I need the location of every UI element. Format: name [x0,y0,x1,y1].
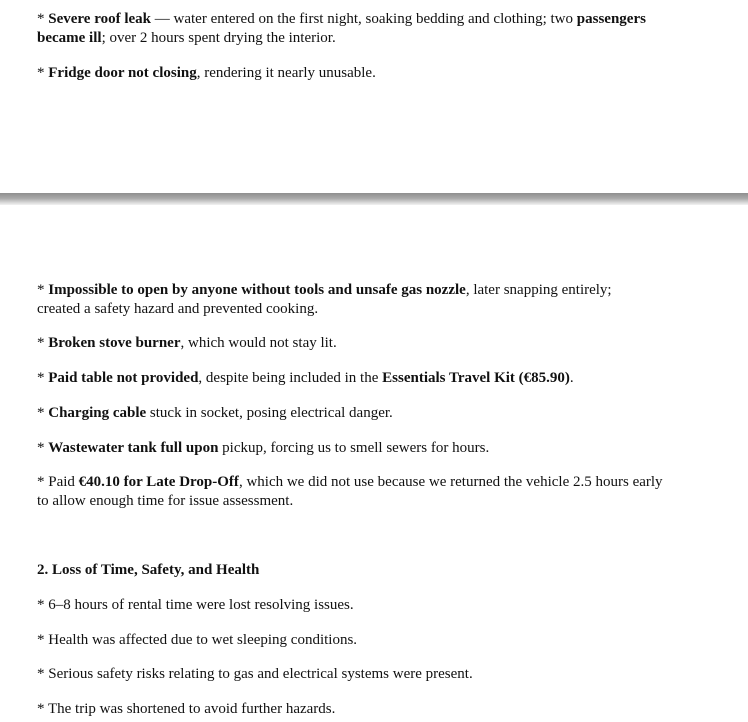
issue-text: , which would not stay lit. [180,335,337,351]
issue-text: , despite being included in the [198,370,383,386]
issue-title: Paid table not provided [48,370,199,386]
issue-late-dropoff [37,473,677,511]
bullet-marker: * [37,597,49,613]
section-heading: 2. Loss of Time, Safety, and Health [37,562,260,578]
issue-charging-cable [37,404,677,423]
bullet-marker: * [37,65,49,81]
bullet-marker: * [37,440,49,456]
issue-text-2: . [569,370,574,386]
issue-pre-text: Paid [48,474,79,490]
list-item [37,665,677,684]
issue-title: Impossible to open by anyone without tools and unsafe gas nozzle [48,282,466,298]
issue-text: , rendering it nearly unusable. [196,65,376,81]
issue-text: stuck in socket, posing electrical danger. [146,405,393,421]
issue-title: Fridge door not closing [48,65,197,81]
issue-text: , which we did not use because we returned the vehicle 2.5 hours early to allow enough time for issue assessment. [37,474,663,509]
bullet-marker: * [37,335,49,351]
document-page-bottom [0,205,748,722]
bullet-marker: * [37,701,48,717]
issue-stove-burner [37,334,677,353]
issue-roof-leak [37,10,677,48]
list-item-text: The trip was shortened to avoid further hazards. [47,701,336,717]
bullet-marker: * [37,666,49,682]
bullet-marker: * [37,405,49,421]
page-break-divider [0,193,748,205]
list-item-text: Health was affected due to wet sleeping conditions. [48,632,358,648]
issue-title-2: passengers became ill [37,11,646,46]
bullet-marker: * [37,282,49,298]
bullet-marker: * [37,370,49,386]
bullet-marker: * [37,474,49,490]
bullet-marker: * [37,632,49,648]
issue-gas-nozzle [37,281,657,319]
issue-title: Charging cable [48,405,147,421]
issue-title: €40.10 for Late Drop-Off [78,474,239,490]
issue-title: Severe roof leak [48,11,152,27]
issue-title: Wastewater tank full upon [48,440,219,456]
list-item [37,700,677,719]
issue-table-missing [37,369,677,388]
issue-text: , later snapping entirely; created a safety hazard and prevented cooking. [37,282,612,317]
issue-title-2: Essentials Travel Kit (€85.90) [382,370,570,386]
list-item [37,596,677,615]
list-item-text: Serious safety risks relating to gas and electrical systems were present. [48,666,473,682]
list-item [37,631,677,650]
bullet-marker: * [37,11,49,27]
list-item-text: 6–8 hours of rental time were lost resolving issues. [48,597,354,613]
document-page-top [0,0,748,193]
issue-wastewater-tank [37,439,677,458]
issue-text: pickup, forcing us to smell sewers for hours. [218,440,490,456]
issue-title: Broken stove burner [48,335,181,351]
issue-text-2: ; over 2 hours spent drying the interior. [101,30,336,46]
issue-fridge-door [37,64,677,83]
issue-text: — water entered on the first night, soaking bedding and clothing; two [151,11,577,27]
